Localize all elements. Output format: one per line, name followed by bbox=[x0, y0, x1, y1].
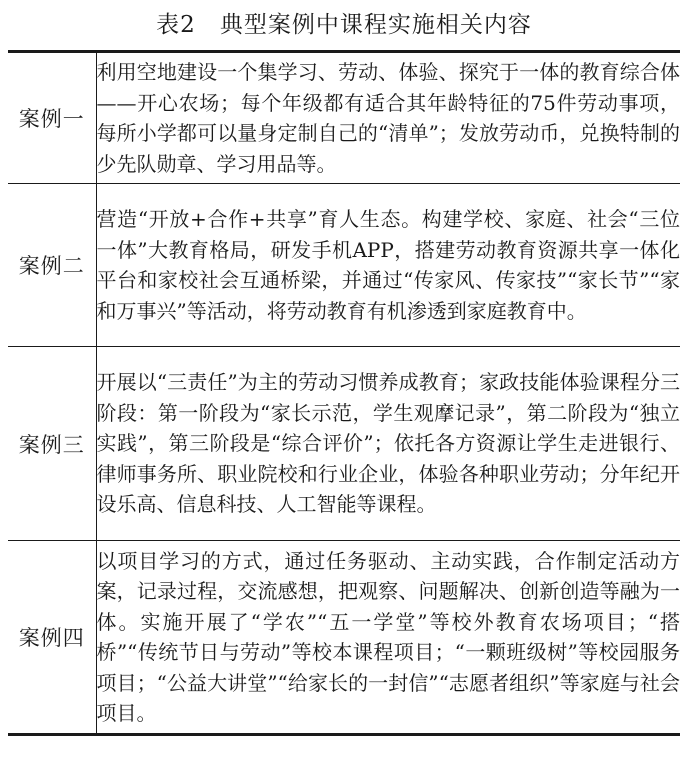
case-content: 开展以“三责任”为主的劳动习惯养成教育；家政技能体验课程分三阶段：第一阶段为“家长示范，学生观摩记录”，第二阶段为“独立实践”，第三阶段是“综合评价”；依托各方资源让学生走进银行、律师事务所、职业院校和行业企业，体验各种职业劳动；分年纪开设乐高、信息科技、人工智能等课程。 bbox=[96, 347, 680, 541]
case-label: 案例三 bbox=[8, 347, 96, 541]
table-row bbox=[8, 184, 680, 347]
case-content: 利用空地建设一个集学习、劳动、体验、探究于一体的教育综合体——开心农场；每个年级都有适合其年龄特征的75件劳动事项，每所小学都可以量身定制自己的“清单”；发放劳动币，兑换特制的少先队勋章、学习用品等。 bbox=[96, 60, 680, 176]
table-number: 表2 bbox=[156, 12, 196, 38]
table-row bbox=[8, 541, 680, 735]
case-label: 案例一 bbox=[8, 52, 96, 184]
case-label: 案例四 bbox=[8, 541, 96, 735]
table-title: 典型案例中课程实施相关内容 bbox=[219, 12, 532, 38]
table-row bbox=[8, 347, 680, 541]
table-row bbox=[8, 52, 680, 184]
case-table bbox=[8, 50, 680, 736]
table-caption bbox=[8, 0, 680, 50]
case-content: 营造“开放+合作+共享”育人生态。构建学校、家庭、社会“三位一体”大教育格局，研发手机APP，搭建劳动教育资源共享一体化平台和家校社会互通桥梁，并通过“传家风、传家技”“家长节”“家和万事兴”等活动，将劳动教育有机渗透到家庭教育中。 bbox=[96, 184, 680, 347]
case-content: 以项目学习的方式，通过任务驱动、主动实践，合作制定活动方案，记录过程，交流感想，把观察、问题解决、创新创造等融为一体。实施开展了“学农”“五一学堂”等校外教育农场项目；“搭桥”“传统节日与劳动”等校本课程项目；“一颗班级树”等校园服务项目；“公益大讲堂”“给家长的一封信”“志愿者组织”等家庭与社会项目。 bbox=[96, 541, 680, 735]
case-label: 案例二 bbox=[8, 184, 96, 347]
